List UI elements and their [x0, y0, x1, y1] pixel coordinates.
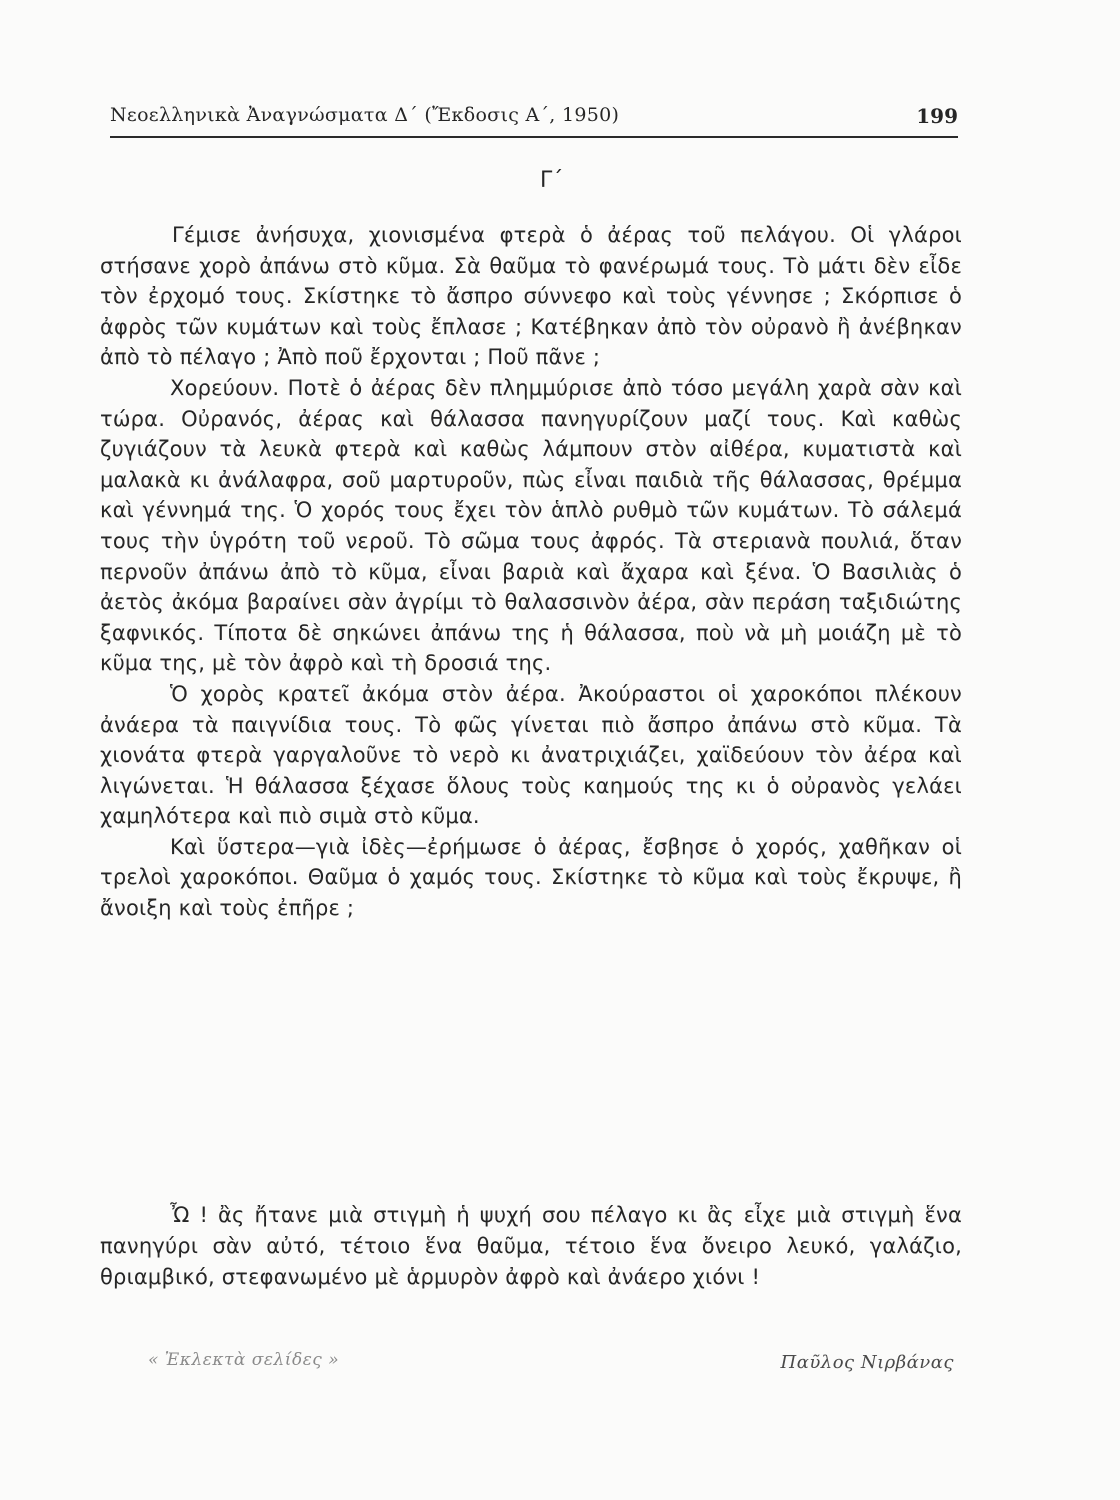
footer-author: Παῦλος Νιρβάνας [780, 1352, 954, 1373]
body-text [100, 220, 962, 924]
paragraph-3: Ὁ χορὸς κρατεῖ ἀκόμα στὸν ἀέρα. Ἀκούραστοι οἱ χαροκόποι πλέκουν ἀνάερα τὰ παιγνίδια τους. Τὸ φῶς γίνεται πιὸ ἄσπρο ἀπάνω στὸ κῦμα. Τὰ χιονάτα φτερὰ γαργαλοῦνε τὸ νερὸ κι ἀνατριχιάζει, χαϊδεύουν τὸν ἀέρα καὶ λιγώνεται. Ἡ θάλασσα ξέχασε ὅλους τοὺς καημούς της κι ὁ οὐρανὸς γελάει χαμηλότερα καὶ πιὸ σιμὰ στὸ κῦμα. [100, 681, 962, 829]
paragraph-4: Καὶ ὕστερα—γιὰ ἰδὲς—ἐρήμωσε ὁ ἀέρας, ἔσβησε ὁ χορός, χαθῆκαν οἱ τρελοὶ χαροκόποι. Θαῦμα ὁ χαμός τους. Σκίστηκε τὸ κῦμα καὶ τοὺς ἔκρυψε, ἢ ἄνοιξη καὶ τοὺς ἐπῆρε ; [100, 834, 962, 921]
header-title: Νεοελληνικὰ Ἀναγνώσματα Δ΄ (Ἔκδοσις Α΄, 1950) [110, 104, 620, 126]
running-header [110, 100, 958, 138]
footer-source: « Ἐκλεκτὰ σελίδες » [148, 1350, 340, 1370]
paragraph-2: Χορεύουν. Ποτὲ ὁ ἀέρας δὲν πλημμύρισε ἀπὸ τόσο μεγάλη χαρὰ σὰν καὶ τώρα. Οὐρανός, ἀέρας καὶ θάλασσα πανηγυρίζουν μαζί τους. Καὶ καθὼς ζυγιάζουν τὰ λευκὰ φτερὰ καὶ καθὼς λάμπουν στὸν αἰθέρα, κυματιστὰ καὶ μαλακὰ κι ἀνάλαφρα, σοῦ μαρτυροῦν, πὼς εἶναι παιδιὰ τῆς θάλασσας, θρέμμα καὶ γέννημά της. Ὁ χορός τους ἔχει τὸν ἁπλὸ ρυθμὸ τῶν κυμάτων. Τὸ σάλεμά τους τὴν ὑγρότη τοῦ νεροῦ. Τὸ σῶμα τους ἀφρός. Τὰ στεριανὰ πουλιά, ὅταν περνοῦν ἀπάνω ἀπὸ τὸ κῦμα, εἶναι βαριὰ καὶ ἄχαρα καὶ ξένα. Ὁ Βασιλιὰς ὁ ἀετὸς ἀκόμα βαραίνει σὰν ἀγρίμι τὸ θαλασσινὸν ἀέρα, σὰν περάση ταξιδιώτης ξαφνικός. Τίποτα δὲ σηκώνει ἀπάνω της ἡ θάλασσα, ποὺ νὰ μὴ μοιάζη μὲ τὸ κῦμα της, μὲ τὸν ἀφρὸ καὶ τὴ δροσιά της. [100, 375, 962, 676]
epilogue-paragraph: Ὦ ! ἂς ἤτανε μιὰ στιγμὴ ἡ ψυχή σου πέλαγο κι ἂς εἶχε μιὰ στιγμὴ ἕνα πανηγύρι σὰν αὐτό, τέτοιο ἕνα θαῦμα, τέτοιο ἕνα ὄνειρο λευκό, γαλάζιο, θριαμβικό, στεφανωμένο μὲ ἁρμυρὸν ἀφρὸ καὶ ἀνάερο χιόνι ! [100, 1203, 962, 1289]
page-number: 199 [916, 104, 958, 128]
section-mark: Γ΄ [540, 168, 564, 193]
paragraph-1: Γέμισε ἀνήσυχα, χιονισμένα φτερὰ ὁ ἀέρας τοῦ πελάγου. Οἱ γλάροι στήσανε χορὸ ἀπάνω στὸ κῦμα. Σὰ θαῦμα τὸ φανέρωμά τους. Τὸ μάτι δὲν εἶδε τὸν ἐρχομό τους. Σκίστηκε τὸ ἄσπρο σύννεφο καὶ τοὺς γέννησε ; Σκόρπισε ὁ ἀφρὸς τῶν κυμάτων καὶ τοὺς ἔπλασε ; Κατέβηκαν ἀπὸ τὸν οὐρανὸ ἢ ἀνέβηκαν ἀπὸ τὸ πέλαγο ; Ἀπὸ ποῦ ἔρχονται ; Ποῦ πᾶνε ; [100, 223, 962, 370]
